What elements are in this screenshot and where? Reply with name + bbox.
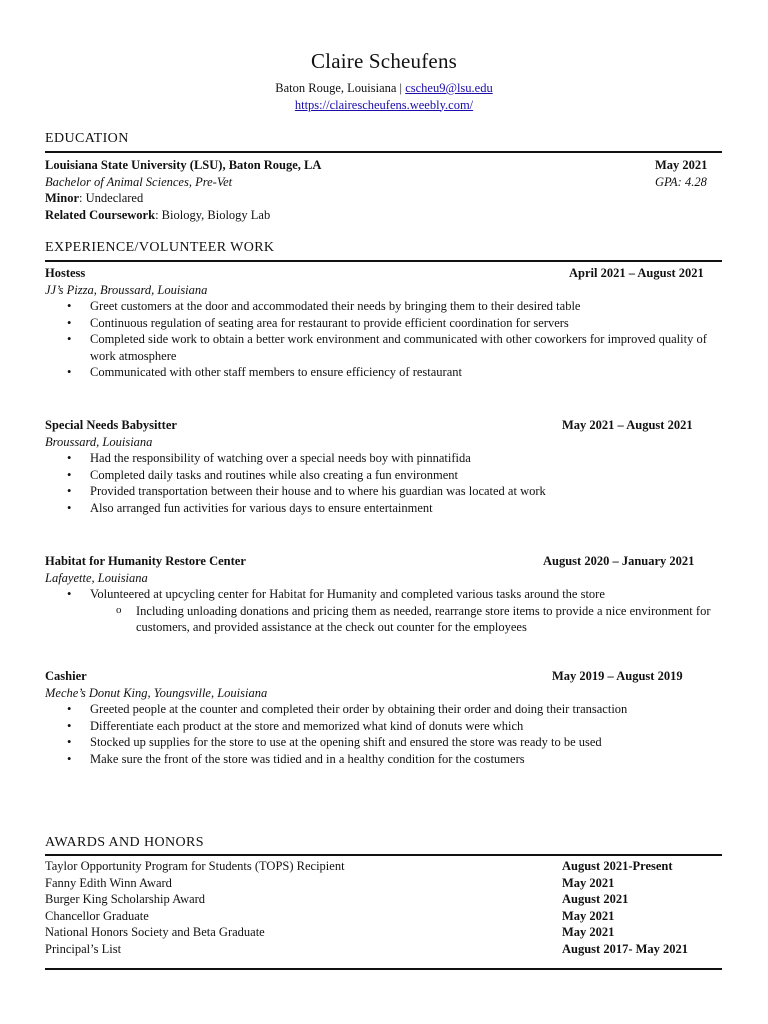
job-title: Hostess	[45, 266, 86, 280]
bottom-rule	[45, 968, 722, 970]
award-name: Principal’s List	[45, 941, 122, 956]
job-bullet: • Completed daily tasks and routines while also creating a fun environment	[45, 467, 722, 484]
job-bullet: • Continuous regulation of seating area for restaurant to provide efficient coordination for servers	[45, 315, 722, 332]
job-title: Special Needs Babysitter	[45, 418, 177, 432]
minor-value: : Undeclared	[79, 191, 144, 205]
award-row	[45, 941, 722, 958]
candidate-name: Claire Scheufens	[310, 49, 458, 73]
award-row	[45, 908, 722, 925]
job-bullet: • Also arranged fun activities for various days to ensure entertainment	[45, 500, 722, 517]
job-entry-habitat	[45, 553, 722, 636]
experience-heading: EXPERIENCE/VOLUNTEER WORK	[45, 239, 722, 262]
job-dates: May 2019 – August 2019	[552, 669, 683, 683]
job-sub-bullet: o Including unloading donations and pricing them as needed, rearrange store items to provide a nice environment for customers, and provided assistance at the check out counter for the employees	[45, 603, 722, 636]
awards-heading: AWARDS AND HONORS	[45, 834, 722, 856]
award-date: May 2021	[562, 875, 615, 890]
education-heading: EDUCATION	[45, 130, 722, 153]
award-date: May 2021	[562, 908, 615, 923]
job-bullet: • Volunteered at upcycling center for Habitat for Humanity and completed various tasks around the store	[45, 586, 722, 603]
minor-label: Minor	[45, 191, 80, 205]
award-name: Burger King Scholarship Award	[45, 892, 206, 906]
job-bullet: • Provided transportation between their house and to where his guardian was located at work	[45, 483, 722, 500]
job-location: Broussard, Louisiana	[45, 434, 153, 449]
contact-info	[0, 80, 768, 113]
job-dates: August 2020 – January 2021	[543, 554, 695, 568]
award-date: August 2021	[562, 892, 629, 906]
job-dates: April 2021 – August 2021	[569, 266, 704, 280]
education-date: May 2021	[655, 158, 708, 172]
job-entry-hostess	[45, 265, 722, 381]
awards-section	[45, 834, 722, 957]
award-name: National Honors Society and Beta Graduate	[45, 925, 265, 939]
coursework-label: Related Coursework	[45, 207, 156, 222]
email-link[interactable]: cscheu9@lsu.edu	[405, 81, 493, 95]
job-bullet: • Differentiate each product at the store and memorized what kind of donuts were which	[45, 718, 722, 735]
job-title: Cashier	[45, 669, 87, 683]
job-dates: May 2021 – August 2021	[562, 418, 693, 432]
award-row	[45, 924, 722, 941]
award-row	[45, 875, 722, 892]
award-date: May 2021	[562, 925, 615, 939]
job-location: JJ’s Pizza, Broussard, Louisiana	[45, 282, 208, 297]
job-bullet: • Greet customers at the door and accommodated their needs by bringing them to their desired table	[45, 298, 722, 315]
website-link[interactable]: https://clairescheufens.weebly.com/	[294, 97, 474, 112]
experience-section	[45, 239, 722, 266]
job-bullet: • Greeted people at the counter and completed their order by obtaining their order and doing their transaction	[45, 701, 722, 718]
school-name: Louisiana State University (LSU), Baton Rouge, LA	[45, 158, 322, 172]
education-section	[45, 130, 722, 223]
award-name: Taylor Opportunity Program for Students (TOPS) Recipient	[45, 859, 345, 873]
gpa-text: GPA: 4.28	[655, 174, 707, 189]
job-bullet: • Had the responsibility of watching over a special needs boy with pinnatifida	[45, 450, 722, 467]
job-bullet: • Make sure the front of the store was tidied and in a healthy condition for the costumers	[45, 751, 722, 768]
award-name: Fanny Edith Winn Award	[45, 875, 172, 890]
award-row	[45, 891, 722, 908]
job-entry-babysitter	[45, 417, 722, 516]
job-entry-cashier	[45, 668, 722, 767]
award-name: Chancellor Graduate	[45, 908, 149, 923]
job-title: Habitat for Humanity Restore Center	[45, 554, 246, 568]
degree-name: Bachelor of Animal Sciences, Pre-Vet	[45, 174, 233, 189]
job-bullet: • Communicated with other staff members to ensure efficiency of restaurant	[45, 364, 722, 381]
location-text: Baton Rouge, Louisiana |	[275, 81, 406, 95]
award-row	[45, 858, 722, 875]
job-bullet: • Completed side work to obtain a better work environment and communicated with other coworkers for improved quality of work atmosphere	[45, 331, 722, 364]
job-bullet: • Stocked up supplies for the store to use at the opening shift and ensured the store was ready to be used	[45, 734, 722, 751]
award-date: August 2021-Present	[562, 859, 673, 873]
award-date: August 2017- May 2021	[562, 941, 689, 956]
job-location: Lafayette, Louisiana	[45, 570, 148, 585]
job-location: Meche’s Donut King, Youngsville, Louisiana	[45, 685, 268, 700]
coursework-value: : Biology, Biology Lab	[155, 207, 271, 222]
